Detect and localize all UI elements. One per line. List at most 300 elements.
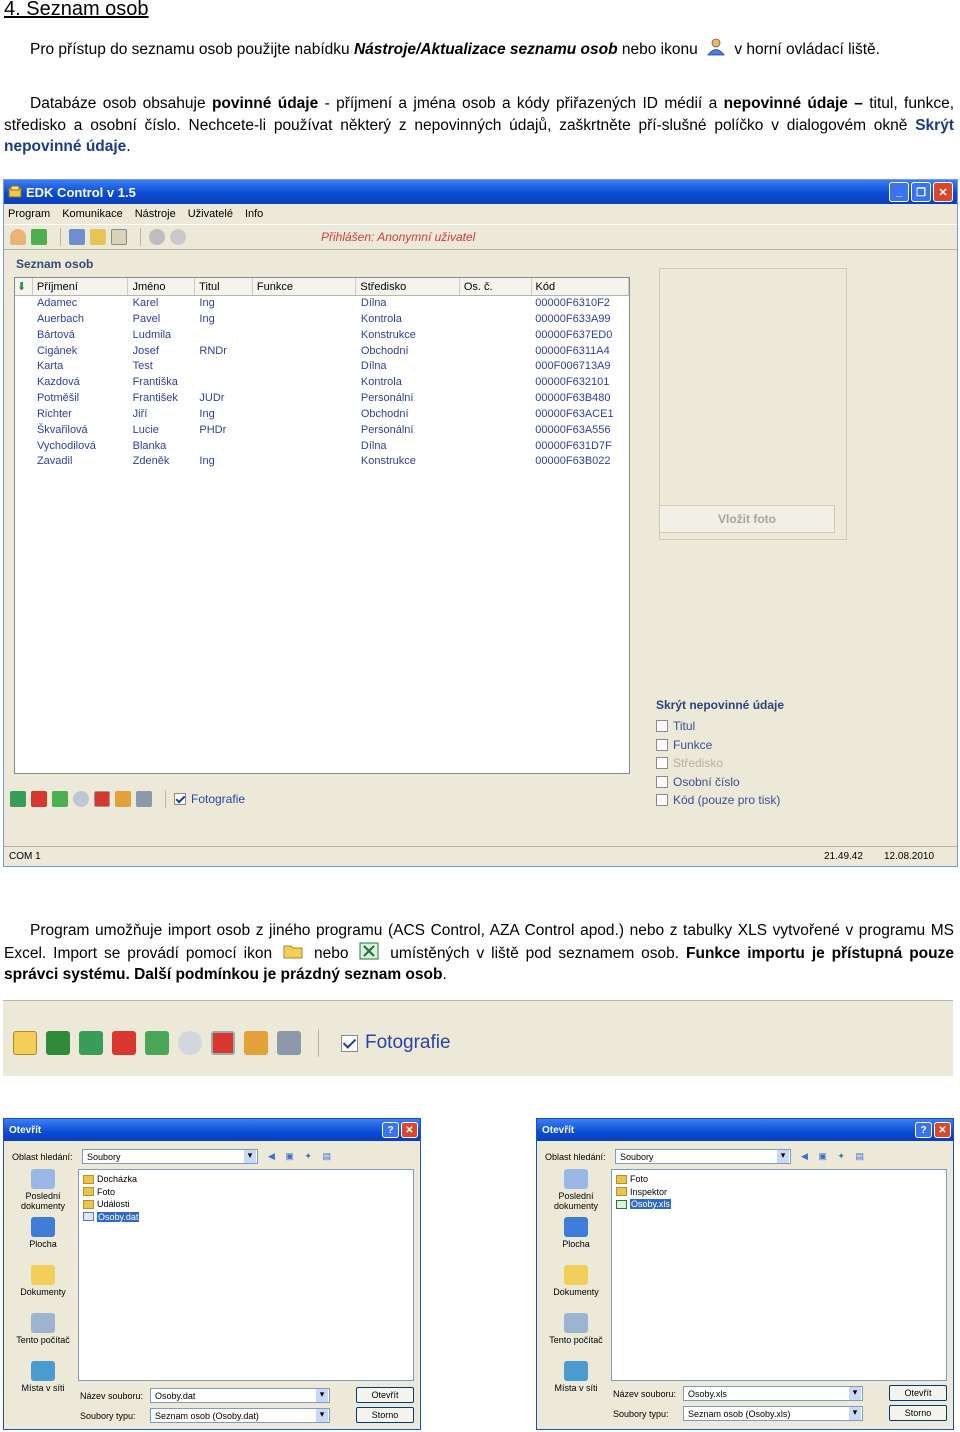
cell-surname: Zavadil (36, 455, 73, 468)
folder-icon (83, 1175, 94, 1184)
place-label: Plocha (562, 1239, 590, 1249)
cell-personal-number (429, 312, 532, 328)
row-spacer (15, 359, 33, 375)
cell-department: Kontrola (360, 312, 402, 325)
col-function[interactable]: Funkce (253, 278, 356, 295)
person-icon (706, 38, 726, 56)
excel-file-icon (616, 1200, 627, 1209)
lookin-select[interactable] (615, 1149, 791, 1164)
folder-icon (616, 1175, 627, 1184)
cell-title: JUDr (199, 392, 225, 405)
photo-label: Fotografie (191, 792, 246, 806)
file-item[interactable] (83, 1211, 409, 1224)
filename-label: Název souboru: (613, 1388, 677, 1399)
cell-function (253, 328, 357, 344)
file-list (78, 1169, 414, 1381)
place-desktop[interactable] (10, 1217, 76, 1265)
place-computer[interactable] (10, 1313, 76, 1361)
file-icon (83, 1212, 94, 1221)
dialog-titlebar (4, 1119, 420, 1141)
cell-title (195, 328, 253, 344)
lookin-label: Oblast hledání: (12, 1151, 73, 1162)
cell-function (253, 375, 357, 391)
hide-title-option[interactable] (656, 717, 804, 736)
col-surname[interactable]: Příjmení (33, 278, 129, 295)
cell-personal-number (429, 296, 532, 312)
filetype-select[interactable] (150, 1408, 330, 1423)
desktop-icon (31, 1217, 55, 1237)
checkbox[interactable] (656, 757, 668, 769)
cell-function (253, 423, 357, 439)
folder-icon (83, 1200, 94, 1209)
place-network[interactable] (543, 1361, 609, 1409)
cell-surname: Potměšil (36, 392, 80, 405)
file-list (611, 1169, 947, 1381)
photo-checkbox[interactable] (341, 1035, 358, 1052)
filename-input[interactable] (150, 1388, 330, 1403)
hide-department-option[interactable] (656, 754, 804, 773)
hide-personal-number-label: Osobní číslo (673, 774, 740, 789)
recent-icon (31, 1169, 55, 1189)
cell-personal-number (429, 328, 532, 344)
import-icon[interactable] (10, 791, 26, 807)
connect-icon[interactable] (170, 229, 186, 245)
cell-title: Ing (199, 297, 215, 309)
import-text-2: nebo (307, 944, 356, 962)
cell-function (253, 439, 357, 455)
cell-title: RNDr (199, 344, 227, 357)
file-name: Osoby.dat (98, 1211, 139, 1222)
excel-icon (359, 942, 379, 960)
hide-title-label: Titul (673, 719, 696, 734)
cell-code: 000F006713A9 (535, 360, 611, 373)
import-toolbar-icons (13, 1029, 451, 1057)
cell-title: PHDr (199, 423, 227, 436)
table-row[interactable] (15, 454, 629, 470)
group-icon[interactable] (244, 1031, 268, 1055)
import-admin-note: Funkce importu je přístupná pouze správci systému. Další podmínkou je prázdný seznam osob (4, 944, 954, 983)
cell-personal-number (429, 344, 532, 360)
cell-firstname: Zdeněk (132, 455, 170, 468)
cell-function (253, 344, 357, 360)
filetype-label: Soubory typu: (80, 1410, 136, 1421)
export-icon[interactable] (112, 1031, 136, 1055)
cell-surname: Adamec (36, 297, 78, 309)
status-date: 12.08.2010 (884, 851, 935, 862)
cell-code: 00000F63ACE1 (535, 407, 614, 420)
network-icon (31, 1361, 55, 1381)
col-title[interactable]: Titul (195, 278, 253, 295)
checkbox[interactable] (656, 739, 668, 751)
cell-firstname: Jiří (132, 407, 148, 420)
help-button[interactable]: ? (915, 1122, 932, 1138)
cell-surname: Vychodilová (36, 439, 96, 452)
import-text-4: . (442, 966, 447, 983)
section-heading: 4. Seznam osob (4, 0, 149, 20)
file-name: Docházka (97, 1174, 138, 1185)
file-name: Foto (630, 1174, 649, 1185)
recent-icon (564, 1169, 588, 1189)
cell-department: Dílna (360, 297, 387, 309)
import-paragraph (4, 920, 954, 986)
cell-department: Konstrukce (360, 328, 416, 341)
table-row[interactable] (15, 312, 629, 328)
documents-icon (564, 1265, 588, 1285)
cell-function (253, 296, 357, 312)
cell-personal-number (429, 439, 532, 455)
db-text-3: titul, funkce, středisko a osobní číslo. Nechcete-li používat některý z nepovinných údajů, zaškrtněte pří-slušné políčko v dialogovém okně (4, 95, 954, 134)
place-label: Místa v síti (554, 1383, 598, 1393)
lookin-select[interactable] (82, 1149, 258, 1164)
cell-department: Obchodní (360, 407, 409, 420)
cell-title: Ing (199, 312, 215, 325)
hide-code-option[interactable] (656, 791, 804, 810)
toolbar-separator (60, 228, 61, 246)
cell-title (195, 439, 253, 455)
import-text-1: Program umožňuje import osob z jiného programu (ACS Control, AZA Control apod.) nebo z tabulky XLS vytvořené v programu MS Excel. Import se provádí pomocí ikon (4, 922, 954, 962)
filetype-select[interactable] (683, 1406, 863, 1421)
filename-value: Osoby.xls (688, 1388, 727, 1399)
status-bar (4, 846, 957, 866)
row-spacer (15, 407, 33, 423)
row-spacer (15, 344, 33, 360)
cell-function (253, 391, 357, 407)
photo-checkbox[interactable] (174, 793, 186, 805)
place-documents[interactable] (543, 1265, 609, 1313)
lookin-value: Soubory (620, 1151, 654, 1162)
cell-firstname: Blanka (132, 439, 167, 452)
table-row[interactable] (15, 344, 629, 360)
photo-label: Fotografie (365, 1032, 451, 1053)
insert-photo-button[interactable]: Vložit foto (659, 505, 835, 533)
cell-surname: Richter (36, 407, 72, 420)
dialog-title: Otevřít (542, 1124, 575, 1136)
close-button[interactable]: ✕ (401, 1122, 418, 1138)
file-item[interactable] (616, 1186, 942, 1199)
lookin-row (545, 1149, 868, 1164)
place-documents[interactable] (10, 1265, 76, 1313)
search-icon[interactable] (73, 791, 89, 807)
login-status: Přihlášen: Anonymní uživatel (321, 230, 476, 244)
cell-department: Dílna (360, 360, 387, 373)
col-code[interactable]: Kód (532, 278, 630, 295)
cell-surname: Auerbach (36, 312, 85, 325)
col-personal-number[interactable]: Os. č. (460, 278, 532, 295)
cell-code: 00000F63B022 (535, 455, 611, 468)
database-paragraph (4, 93, 954, 158)
row-spacer (15, 454, 33, 470)
import-toolbar-zoom (3, 1000, 953, 1076)
place-label: Dokumenty (553, 1287, 599, 1297)
place-label: Tento počítač (549, 1335, 603, 1345)
filename-label: Název souboru: (80, 1390, 144, 1401)
desktop-icon (564, 1217, 588, 1237)
status-time: 21.49.42 (824, 851, 863, 862)
list-header (15, 278, 629, 296)
cell-personal-number (429, 407, 532, 423)
cell-department: Kontrola (360, 376, 402, 389)
sort-icon[interactable]: ⬇ (15, 278, 33, 295)
place-label: Poslední dokumenty (20, 1191, 66, 1211)
place-label: Dokumenty (20, 1287, 66, 1297)
table-row[interactable] (15, 423, 629, 439)
file-item[interactable] (83, 1186, 409, 1199)
places-bar (543, 1169, 609, 1430)
place-label: Poslední dokumenty (553, 1191, 599, 1211)
toolbar-separator (165, 790, 166, 808)
lookin-row (12, 1149, 335, 1164)
open-dialog-xls (536, 1118, 954, 1430)
close-button[interactable]: ✕ (933, 182, 953, 202)
help-button[interactable]: ? (382, 1122, 399, 1138)
disconnect-icon[interactable] (149, 229, 165, 245)
cell-title: Ing (199, 455, 215, 468)
file-name: Události (97, 1199, 130, 1210)
cell-code: 00000F63A556 (535, 423, 611, 436)
db-text-1: Databáze osob obsahuje (30, 95, 212, 112)
cell-code: 00000F63B480 (535, 392, 611, 405)
file-item[interactable] (616, 1173, 942, 1186)
col-department[interactable]: Středisko (356, 278, 459, 295)
cell-department: Dílna (360, 439, 387, 452)
db-text-2: - příjmení a jména osob a kódy přiřazených ID médií a (318, 95, 724, 112)
db-hide-dialog: Skrýt nepovinné údaje (4, 116, 954, 155)
row-spacer (15, 312, 33, 328)
cell-title (195, 375, 253, 391)
place-computer[interactable] (543, 1313, 609, 1361)
filename-row (613, 1386, 863, 1401)
report-icon[interactable] (69, 229, 85, 245)
cell-personal-number (429, 454, 532, 470)
import-icon[interactable] (79, 1031, 103, 1055)
window-title: EDK Control v 1.5 (26, 184, 136, 200)
lookin-value: Soubory (87, 1151, 121, 1162)
open-folder-icon[interactable] (13, 1031, 37, 1055)
toolbar-separator (318, 1029, 319, 1057)
table-row[interactable] (15, 407, 629, 423)
table-row[interactable] (15, 375, 629, 391)
cell-personal-number (429, 423, 532, 439)
table-row[interactable] (15, 439, 629, 455)
delete-icon[interactable] (94, 791, 110, 807)
table-row[interactable] (15, 391, 629, 407)
checkbox[interactable] (656, 720, 668, 732)
dialog-titlebar (537, 1119, 953, 1141)
cell-firstname: Josef (132, 344, 159, 357)
checkbox[interactable] (656, 794, 668, 806)
photo-frame (659, 268, 847, 540)
table-row[interactable] (15, 359, 629, 375)
table-row[interactable] (15, 296, 629, 312)
edk-control-window (3, 179, 958, 867)
search-icon[interactable] (178, 1031, 202, 1055)
excel-import-icon[interactable] (46, 1031, 70, 1055)
row-spacer (15, 423, 33, 439)
place-recent[interactable] (543, 1169, 609, 1217)
folder-icon (616, 1187, 627, 1196)
cell-department: Personální (360, 392, 414, 405)
filetype-label: Soubory typu: (613, 1408, 669, 1419)
cell-firstname: František (132, 392, 178, 405)
filetype-value: Seznam osob (Osoby.xls) (688, 1408, 791, 1419)
file-item[interactable] (83, 1198, 409, 1211)
hide-code-label: Kód (pouze pro tisk) (673, 793, 781, 808)
cell-firstname: Lucie (132, 423, 159, 436)
menu-komunikace[interactable]: Komunikace (62, 208, 123, 220)
db-optional: nepovinné údaje – (723, 95, 863, 112)
minimize-button[interactable]: _ (889, 182, 909, 202)
place-desktop[interactable] (543, 1217, 609, 1265)
cell-function (253, 454, 357, 470)
open-button[interactable]: Otevřít (889, 1385, 947, 1401)
export-icon[interactable] (31, 791, 47, 807)
file-name: Osoby.xls (631, 1199, 670, 1210)
cell-personal-number (429, 375, 532, 391)
photo-option[interactable] (341, 1032, 451, 1054)
main-toolbar (4, 224, 957, 250)
computer-icon (31, 1313, 55, 1333)
db-text-4: . (126, 138, 131, 155)
cell-firstname: Františka (132, 376, 178, 389)
intro-paragraph (4, 38, 954, 61)
cell-surname: Škvařilová (36, 423, 88, 436)
cell-personal-number (429, 391, 532, 407)
toolbar-separator (140, 228, 141, 246)
cell-title (195, 359, 253, 375)
network-icon (564, 1361, 588, 1381)
place-label: Místa v síti (21, 1383, 65, 1393)
filetype-row (80, 1408, 330, 1423)
window-titlebar (4, 180, 957, 204)
menu-uzivatele[interactable]: Uživatelé (187, 208, 233, 220)
cell-code: 00000F632101 (535, 376, 610, 389)
row-spacer (15, 296, 33, 312)
intro-text-1: Pro přístup do seznamu osob použijte nabídku (30, 41, 354, 58)
cell-department: Obchodní (360, 344, 409, 357)
delete-icon[interactable] (211, 1031, 235, 1055)
filetype-row (613, 1406, 863, 1421)
filename-value: Osoby.dat (155, 1390, 196, 1401)
documents-icon (31, 1265, 55, 1285)
menu-nastroje[interactable]: Nástroje (134, 208, 176, 220)
intro-text-2: nebo ikonu (617, 41, 703, 58)
cell-code: 00000F637ED0 (535, 328, 613, 341)
persons-icon[interactable] (10, 229, 26, 245)
add-person-icon[interactable] (145, 1031, 169, 1055)
place-label: Tento počítač (16, 1335, 70, 1345)
file-name: Inspektor (630, 1186, 668, 1197)
book-icon[interactable] (90, 229, 106, 245)
cell-firstname: Test (132, 360, 153, 373)
row-spacer (15, 328, 33, 344)
col-firstname[interactable]: Jméno (128, 278, 195, 295)
add-person-icon[interactable] (52, 791, 68, 807)
db-required: povinné údaje (211, 95, 319, 112)
place-label: Plocha (29, 1239, 57, 1249)
cell-code: 00000F6311A4 (535, 344, 610, 357)
dialog-title: Otevřít (9, 1124, 42, 1136)
cancel-button[interactable]: Storno (356, 1407, 414, 1423)
folder-icon (83, 1187, 94, 1196)
hide-function-label: Funkce (673, 737, 713, 752)
place-recent[interactable] (10, 1169, 76, 1217)
cell-personal-number (429, 359, 532, 375)
row-spacer (15, 391, 33, 407)
places-bar (10, 1169, 76, 1430)
open-button[interactable]: Otevřít (356, 1387, 414, 1403)
update-icon[interactable] (31, 229, 47, 245)
cell-firstname: Ludmila (132, 328, 172, 341)
navigation-icons[interactable]: ◀ ▣ ✦ ▤ (801, 1151, 868, 1161)
list-title: Seznam osob (16, 257, 94, 271)
cell-code: 00000F631D7F (535, 439, 612, 452)
row-spacer (15, 375, 33, 391)
group-icon[interactable] (115, 791, 131, 807)
filename-row (80, 1388, 330, 1403)
cell-firstname: Karel (132, 297, 159, 309)
file-item[interactable] (83, 1173, 409, 1186)
navigation-icons[interactable]: ◀ ▣ ✦ ▤ (268, 1151, 335, 1161)
close-button[interactable]: ✕ (934, 1122, 951, 1138)
hide-personal-number-option[interactable] (656, 773, 804, 792)
print-icon[interactable] (111, 229, 127, 245)
list-body (15, 296, 629, 470)
file-item[interactable] (616, 1198, 942, 1211)
print-list-icon[interactable] (277, 1031, 301, 1055)
filename-input[interactable] (683, 1386, 863, 1401)
app-logo-icon (8, 185, 22, 199)
checkbox[interactable] (656, 776, 668, 788)
filetype-value: Seznam osob (Osoby.dat) (155, 1410, 259, 1421)
menu-program[interactable]: Program (8, 208, 51, 220)
place-network[interactable] (10, 1361, 76, 1409)
cell-surname: Karta (36, 360, 64, 373)
row-spacer (15, 439, 33, 455)
cell-surname: Bártová (36, 328, 75, 341)
hide-department-label: Středisko (673, 756, 724, 771)
file-name: Foto (97, 1186, 116, 1197)
hide-function-option[interactable] (656, 736, 804, 755)
maximize-button[interactable]: ❐ (911, 182, 931, 202)
cell-title: Ing (199, 407, 215, 420)
menu-info[interactable]: Info (244, 208, 264, 220)
print-list-icon[interactable] (136, 791, 152, 807)
cell-code: 00000F633A99 (535, 312, 611, 325)
cancel-button[interactable]: Storno (889, 1405, 947, 1421)
cell-function (253, 407, 357, 423)
cell-department: Personální (360, 423, 414, 436)
intro-text-3: v horní ovládací liště. (730, 41, 880, 58)
status-port: COM 1 (9, 851, 41, 862)
cell-code: 00000F6310F2 (535, 297, 610, 309)
computer-icon (564, 1313, 588, 1333)
open-dialog-dat (3, 1118, 421, 1430)
list-toolbar (10, 788, 630, 810)
hide-optional-group (656, 698, 804, 814)
cell-surname: Cigánek (36, 344, 78, 357)
cell-firstname: Pavel (132, 312, 161, 325)
folder-icon (283, 942, 303, 960)
menu-bar (4, 204, 957, 224)
persons-list[interactable] (14, 277, 630, 774)
lookin-label: Oblast hledání: (545, 1151, 606, 1162)
hide-group-title: Skrýt nepovinné údaje (656, 698, 785, 712)
table-row[interactable] (15, 328, 629, 344)
menu-path: Nástroje/Aktualizace seznamu osob (353, 41, 618, 58)
cell-department: Konstrukce (360, 455, 416, 468)
cell-function (253, 312, 357, 328)
cell-function (253, 359, 357, 375)
